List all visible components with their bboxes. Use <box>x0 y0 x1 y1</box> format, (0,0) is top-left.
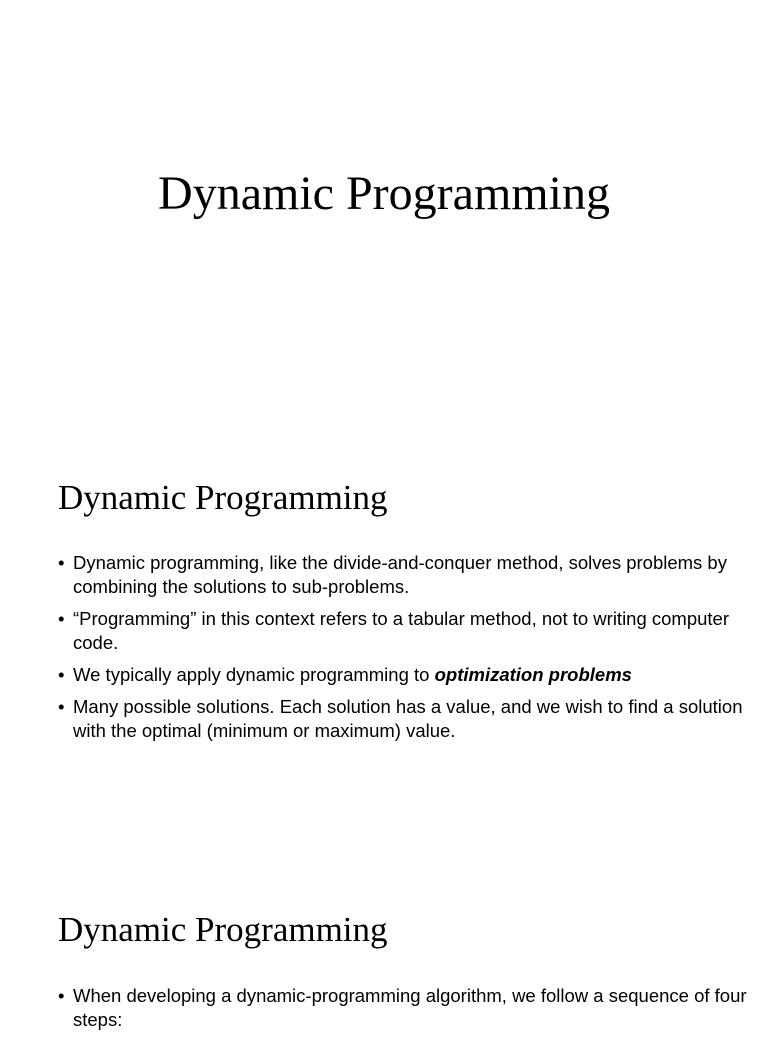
bullet-icon: • <box>58 985 65 1006</box>
bullet-text: Dynamic programming, like the divide-and-conquer method, solves problems by combining the solutions to sub-problems. <box>73 552 727 597</box>
bullet-text: When developing a dynamic-programming algorithm, we follow a sequence of four steps: <box>73 985 747 1030</box>
bullet-icon: • <box>58 664 65 685</box>
bullet-text: “Programming” in this context refers to a tabular method, not to writing computer code. <box>73 608 730 653</box>
section-heading: Dynamic Programming <box>58 478 388 517</box>
slide-title: Dynamic Programming <box>158 167 610 220</box>
bullet-item <box>58 607 748 655</box>
bullet-icon: • <box>58 608 65 629</box>
bullet-item <box>58 551 748 599</box>
bullet-icon: • <box>58 696 65 717</box>
bullet-list <box>58 984 748 1040</box>
bullet-item <box>58 695 748 743</box>
bullet-list <box>58 551 748 751</box>
section-heading: Dynamic Programming <box>58 910 388 949</box>
bullet-text: We typically apply dynamic programming to <box>73 664 435 685</box>
emphasis-text: optimization problems <box>434 664 632 685</box>
bullet-item <box>58 663 748 687</box>
bullet-item <box>58 984 748 1032</box>
bullet-text: Many possible solutions. Each solution has a value, and we wish to find a solution with the optimal (minimum or maximum) value. <box>73 696 743 741</box>
bullet-icon: • <box>58 552 65 573</box>
